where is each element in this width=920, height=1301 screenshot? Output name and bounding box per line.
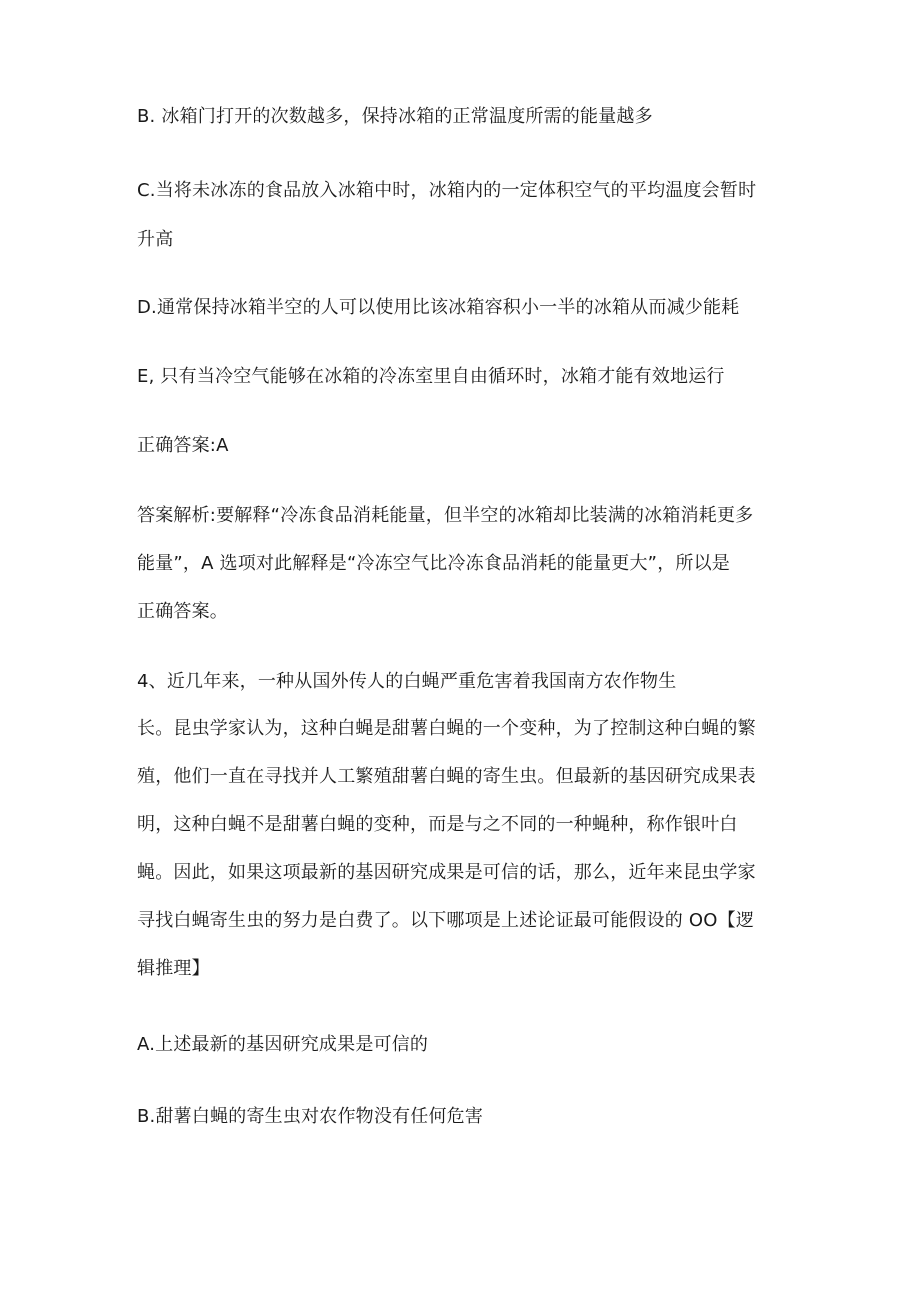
question-4-line4: 明，这种白蝇不是甜薯白蝇的变种，而是与之不同的一种蝇种，称作银叶白 [137,814,738,835]
option-c-line2: 升高 [137,229,174,250]
question-4-line5: 蝇。因此，如果这项最新的基因研究成果是可信的话，那么，近年来昆虫学家 [137,862,756,883]
option-e: E, 只有当冷空气能够在冰箱的冷冻室里自由循环时，冰箱才能有效地运行 [137,366,725,387]
question-4-line2: 长。昆虫学家认为，这种白蝇是甜薯白蝇的一个变种，为了控制这种白蝇的繁 [137,718,756,739]
correct-answer: 正确答案:A [137,435,229,456]
question-4-line3: 殖，他们一直在寻找并人工繁殖甜薯白蝇的寄生虫。但最新的基因研究成果表 [137,766,756,787]
option-b-refrigerator: B. 冰箱门打开的次数越多，保持冰箱的正常温度所需的能量越多 [137,106,653,127]
question-4-line6: 寻找白蝇寄生虫的努力是白费了。以下哪项是上述论证最可能假设的 OO【逻 [137,910,755,931]
option-c-line1: C.当将未冰冻的食品放入冰箱中时，冰箱内的一定体积空气的平均温度会暂时 [137,180,757,201]
explanation-line2: 能量”，A 选项对此解释是“冷冻空气比冷冻食品消耗的能量更大”，所以是 [137,553,731,574]
option-a: A.上述最新的基因研究成果是可信的 [137,1034,429,1055]
question-4-line7: 辑推理】 [137,958,210,979]
question-4-line1: 4、近几年来，一种从国外传人的白蝇严重危害着我国南方农作物生 [137,671,677,692]
explanation-line3: 正确答案。 [137,601,228,622]
explanation-line1: 答案解析:要解释“冷冻食品消耗能量，但半空的冰箱却比装满的冰箱消耗更多 [137,505,754,526]
option-d: D.通常保持冰箱半空的人可以使用比该冰箱容积小一半的冰箱从而减少能耗 [137,297,740,318]
option-b: B.甜薯白蝇的寄生虫对农作物没有任何危害 [137,1106,484,1127]
